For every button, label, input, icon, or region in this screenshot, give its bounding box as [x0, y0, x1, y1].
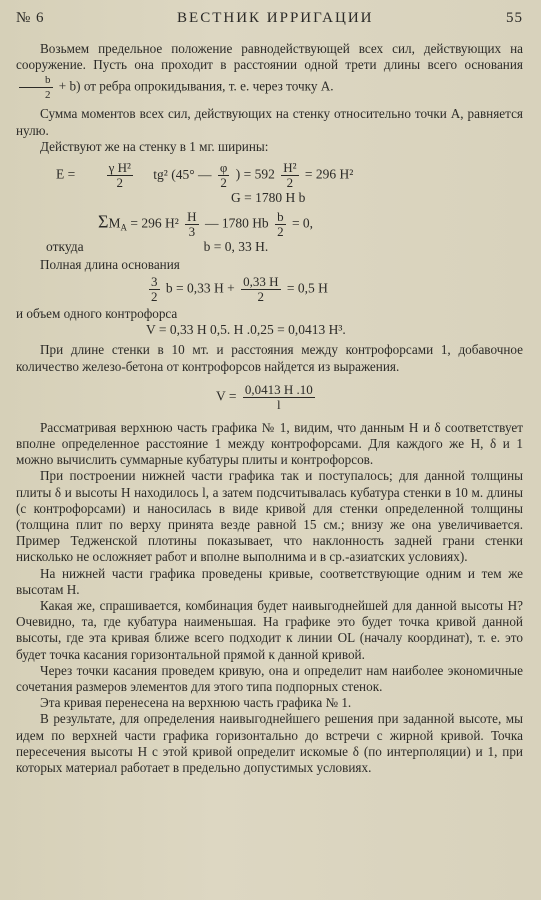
equation-base-length: $\frac{3}{2}$ b = 0,33 H + $\frac{0,33 H}{2}$ = 0,5 H: [151, 274, 328, 305]
equation-volume: V = 0,33 H 0,5. H .0,25 = 0,0413 H³.: [146, 322, 346, 338]
equation-E: E = $\frac{\text{γ H²}}{2}$ tg² (45° — $\frac{\varphi}{2}$ ) = 592 $\frac{\text{H²}}{2}$ = 296 H²: [56, 160, 354, 191]
page-number: 55: [505, 10, 523, 26]
equation-sum-moments: $\Sigma M_A = 296$ H² $\frac{H}{3}$ — 1780 Hb $\frac{b}{2}$ = 0,: [98, 209, 314, 240]
issue-number: № 6: [16, 10, 45, 26]
journal-title: ВЕСТНИК ИРРИГАЦИИ: [177, 10, 374, 26]
running-header: [16, 10, 523, 32]
paragraph: Через точки касания проведем кривую, она и определит нам наиболее экономичные сочетания размеров элементов для этого типа подпорных стенок.: [16, 662, 523, 695]
paragraph: Рассматривая верхнюю часть графика № 1, видим, что данным Н и δ соответствует вполне определенное расстояние 1 между контрофорсами. Для каждого же Н, δ и 1 можно вычислить суммарные кубатуры плиты и контрофорсов.: [16, 419, 523, 468]
fraction-b-2: $\frac{b}{2}$: [19, 73, 53, 102]
equation-G: G = 1780 H b: [231, 190, 306, 206]
paragraph: В результате, для определения наивыгоднейшего решения при заданной высоте, мы идем по верхней части графика горизонтально до встречи с жирной кривой. Точка пересечения высоты Н с этой кривой определит искомые δ (по интерполяции) и 1, при которых материал работает в предельно допустимых условиях.: [16, 711, 523, 776]
paragraph: Эта кривая перенесена на верхнюю часть графика № 1.: [40, 695, 352, 711]
paragraph: Сумма моментов всех сил, действующих на стенку относительно точки А, равняется нулю.: [16, 106, 523, 138]
paragraph: На нижней части графика проведены кривые, соответствующие одним и тем же высотам Н.: [16, 565, 523, 597]
paragraph: Полная длина основания: [40, 257, 180, 273]
paragraph: При построении нижней части графика так и поступалось; для данной толщины плиты δ и высоты Н находилось l, а затем подсчитывалась кубатура стенки в 10 м. длины (с контрофорсами) и наносилась в виде кривой для стенки определенной толщины (толщина плит по верху принята везде равной 15 см.; внизу же она увеличивается. Пример Тедженской плотины показывает, что наклонность задней грани стенки нисколько не осложняет работ и вполне выполнима и в ср.-азиатских условиях).: [16, 468, 523, 565]
paragraph: Возьмем предельное положение равнодействующей всех сил, действующих на сооружение. Пусть она проходит в расстоянии одной трети длины всего основания $\frac{b}{2}$ + b) от ребра опрокидывания, т. е. через точку А.: [16, 41, 523, 102]
paragraph: Какая же, спрашивается, комбинация будет наивыгоднейшей для данной высоты Н? Очевидно, та, где кубатура наименьшая. На графике это будет точка кривой данной высоты, где эта кривая ближе всего подходит к линии OL (началу координат), т. е. это будет точка касания горизонтальной прямой к данной кривой.: [16, 598, 523, 662]
equation-b: откуда b = 0, 33 H.: [46, 239, 269, 255]
paragraph: и объем одного контрофорса: [16, 306, 178, 322]
paragraph: Действуют же на стенку в 1 мг. ширины:: [40, 138, 269, 154]
equation-V: V = $\frac{0,0413 H .10}{l}$: [216, 381, 313, 412]
paragraph: При длине стенки в 10 мт. и расстояния между контрофорсами 1, добавочное количество железо-бетона от контрофорсов найдется из выражения.: [16, 342, 523, 374]
